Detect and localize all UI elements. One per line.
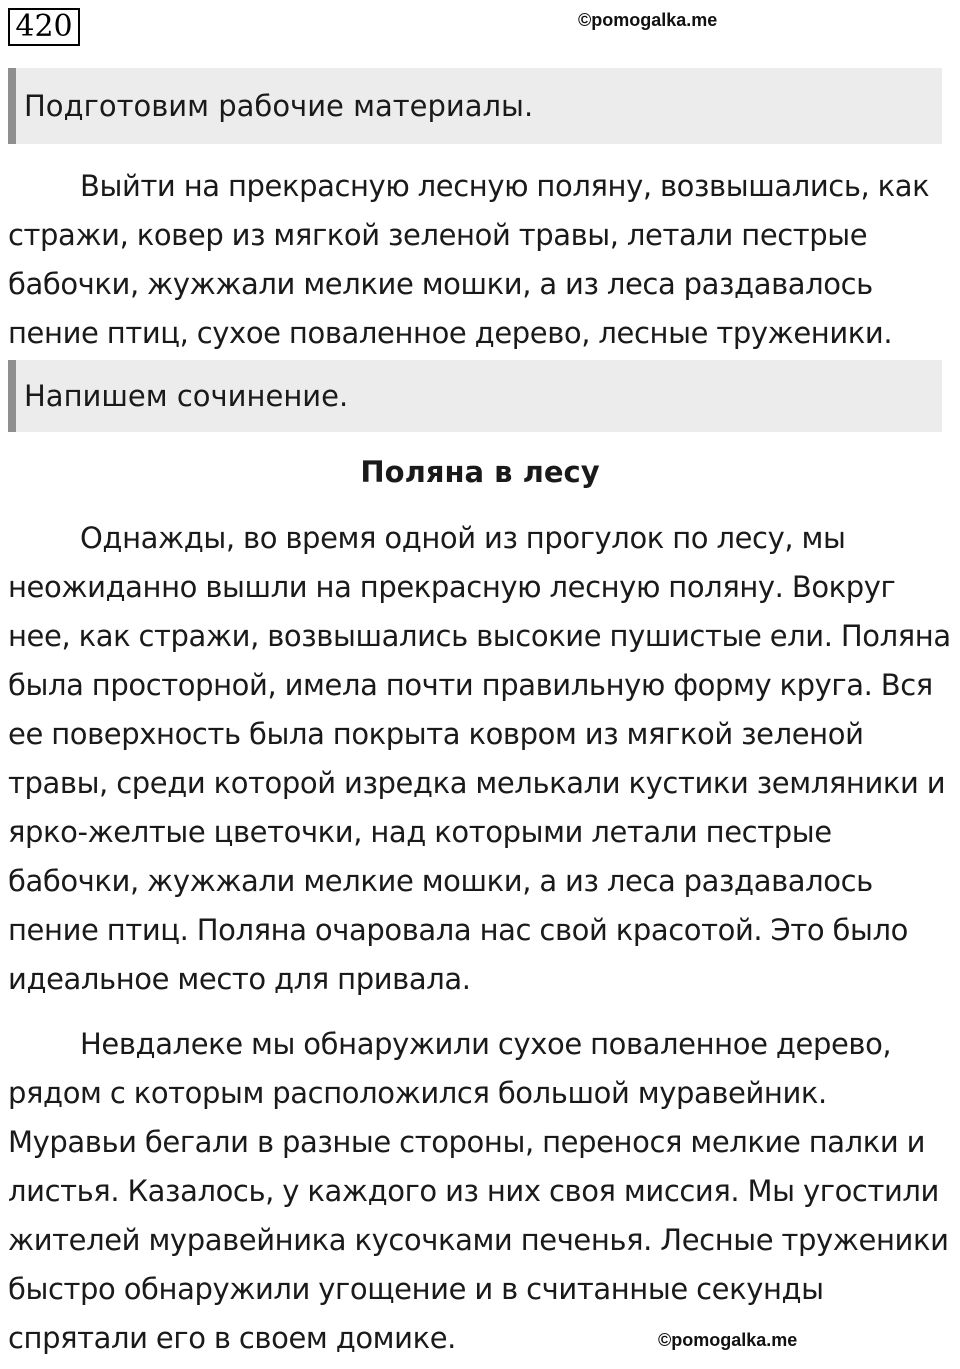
essay-paragraph-2: Невдалеке мы обнаружили сухое поваленное дерево, рядом с которым расположился большой муравейник. Муравьи бегали в разные стороны, перенося мелкие палки и листья. Казалось, у каждого из них своя миссия. Мы угостили жителей муравейника кусочками печенья. Лесные труженики быстро обнаружили угощение и в считанные секунды спрятали его в своем домике. bbox=[8, 1027, 949, 1355]
materials-heading: Подготовим рабочие материалы. bbox=[8, 68, 942, 144]
watermark-bottom: ©pomogalka.me bbox=[658, 1330, 798, 1350]
essay-heading: Напишем сочинение. bbox=[8, 360, 942, 432]
task-number: 420 bbox=[8, 8, 80, 46]
watermark-top: ©pomogalka.me bbox=[578, 10, 718, 30]
materials-text: Выйти на прекрасную лесную поляну, возвышались, как стражи, ковер из мягкой зеленой травы, летали пестрые бабочки, жужжали мелкие мошки, а из леса раздавалось пение птиц, сухое поваленное дерево, лесные труженики. bbox=[8, 169, 930, 350]
essay-title: Поляна в лесу bbox=[360, 455, 600, 489]
essay-paragraph-1: Однажды, во время одной из прогулок по лесу, мы неожиданно вышли на прекрасную лесную поляну. Вокруг нее, как стражи, возвышались высокие пушистые ели. Поляна была просторной, имела почти правильную форму круга. Вся ее поверхность была покрыта ковром из мягкой зеленой травы, среди которой изредка мелькали кустики земляники и ярко-желтые цветочки, над которыми летали пестрые бабочки, жужжали мелкие мошки, а из леса раздавалось пение птиц. Поляна очаровала нас свой красотой. Это было идеальное место для привала. bbox=[8, 521, 951, 996]
